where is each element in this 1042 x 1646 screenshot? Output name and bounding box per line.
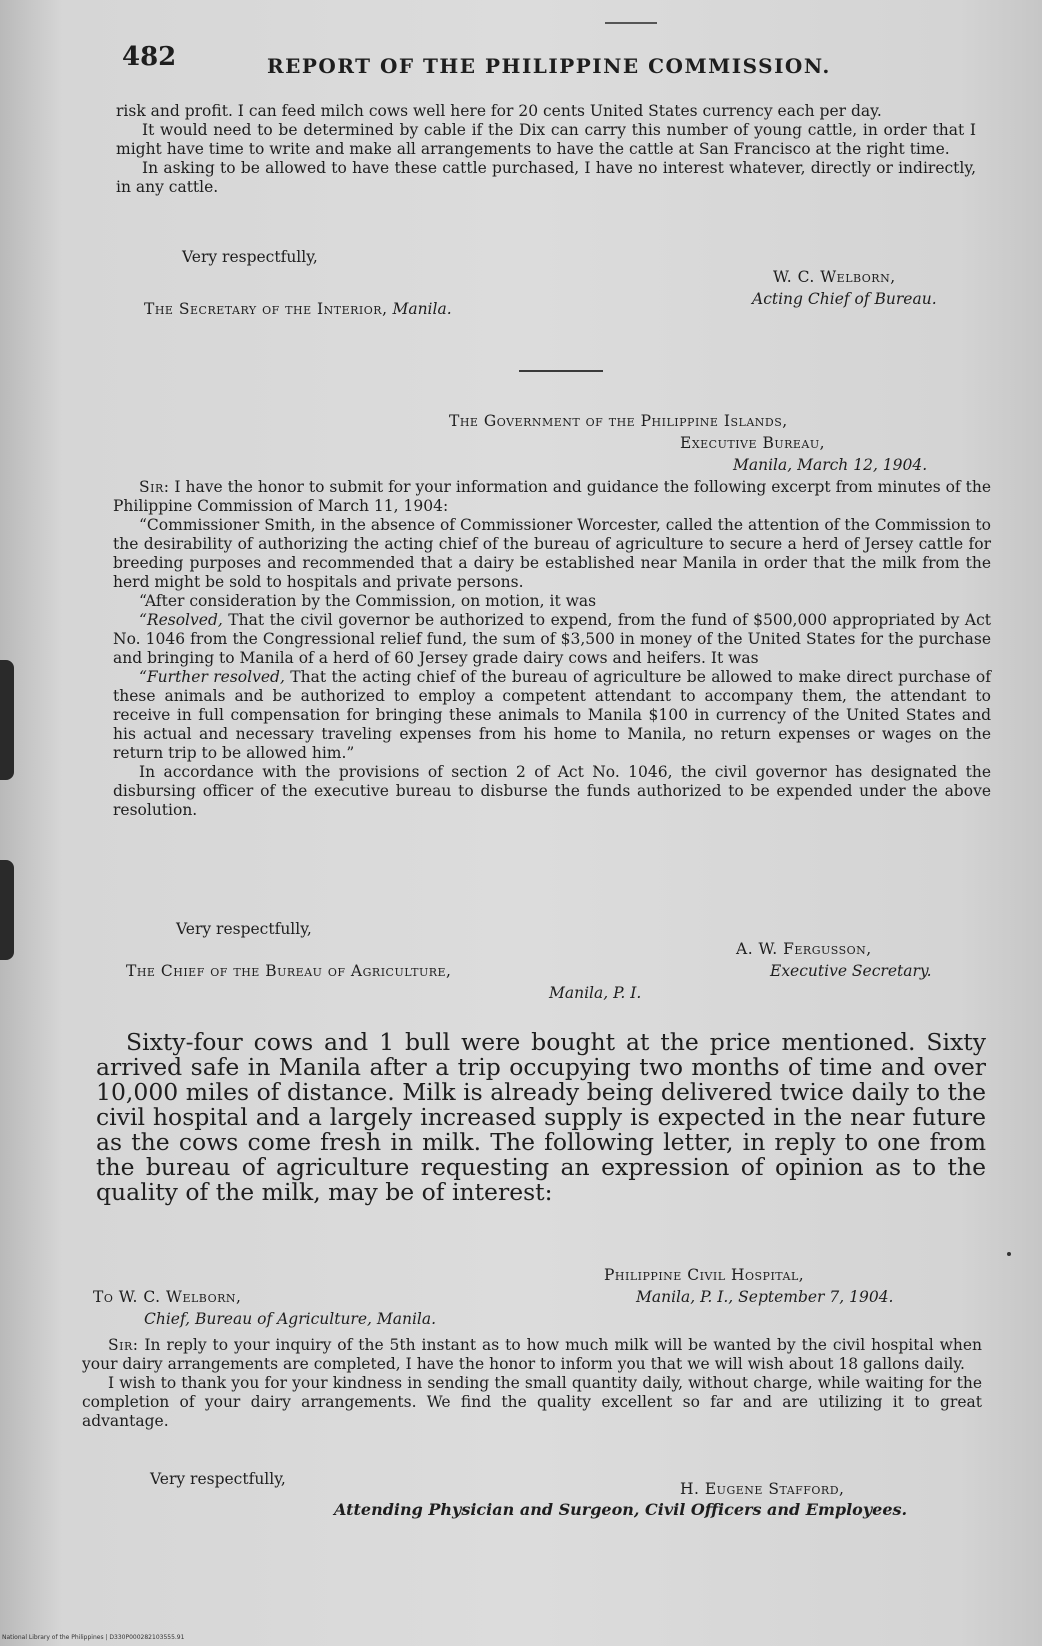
top-rule xyxy=(605,22,657,24)
letter3-to-title: Chief, Bureau of Agriculture, Manila. xyxy=(144,1310,437,1328)
letter3-signer-title: Attending Physician and Surgeon, Civil Officers and Employees. xyxy=(334,1500,908,1519)
letter3-to-name: To W. C. Welborn, xyxy=(93,1288,242,1306)
letter1-addressee: The Secretary of the Interior, xyxy=(144,300,388,318)
letter1-signer-title: Acting Chief of Bureau. xyxy=(752,290,937,308)
letter2-salutation: Sir: xyxy=(139,478,170,496)
page-edge-shadow xyxy=(0,660,14,780)
letter2-q4: That the acting chief of the bureau of agriculture be allowed to make direct purchase of these animals and be authorized to employ a competent attendant to accompany them, the attendant to receive in full compensation for bringing these animals to Manila $100 in currency of the United States and his actual and necessary traveling expenses from his home to Manila, no return expenses or wages on the return trip to be allowed him.” xyxy=(113,668,991,762)
letter1-p1: risk and profit. I can feed milch cows well here for 20 cents United States currency each per day. xyxy=(116,102,882,120)
letter3-closing: Very respectfully, xyxy=(150,1470,286,1488)
letter3-p2: I wish to thank you for your kindness in sending the small quantity daily, without charge, while waiting for the completion of your dairy arrangements. We find the quality excellent so far and are utilizing it to great advantage. xyxy=(82,1374,982,1430)
page-number: 482 xyxy=(122,42,177,72)
letter2-signer-title: Executive Secretary. xyxy=(770,962,932,980)
letter2-signer-name: A. W. Fergusson, xyxy=(736,940,872,958)
archive-footer: National Library of the Philippines | D330P000282103555.91 xyxy=(2,1634,185,1641)
running-head: REPORT OF THE PHILIPPINE COMMISSION. xyxy=(267,54,831,78)
letter1-signer-name: W. C. Welborn, xyxy=(773,268,896,286)
letter3-from-line1: Philippine Civil Hospital, xyxy=(604,1266,805,1284)
page-edge-shadow xyxy=(0,860,14,960)
letter2-q2: “After consideration by the Commission, on motion, it was xyxy=(139,592,597,610)
letter2-q3-lead: “Resolved, xyxy=(139,611,223,629)
letter1-p2: It would need to be determined by cable if the Dix can carry this number of young cattle, in order that I might have time to write and make all arrangements to have the cattle at San Francisco at the right time. xyxy=(116,121,976,158)
letter3-date: Manila, P. I., September 7, 1904. xyxy=(636,1288,894,1306)
letter1-body xyxy=(116,102,976,197)
letter2-addressee: The Chief of the Bureau of Agriculture, xyxy=(126,962,452,980)
page-header xyxy=(122,42,882,86)
letter3-body xyxy=(82,1336,982,1431)
letter2-addressee-place: Manila, P. I. xyxy=(549,984,642,1002)
ink-speck xyxy=(1007,1252,1011,1256)
letter2-body xyxy=(113,478,991,820)
letter2-final-paragraph: In accordance with the provisions of section 2 of Act No. 1046, the civil governor has designated the disbursing officer of the executive bureau to disburse the funds authorized to be expended under the above resolution. xyxy=(113,763,991,819)
letter3-p1: In reply to your inquiry of the 5th instant as to how much milk will be wanted by the civil hospital when your dairy arrangements are completed, I have the honor to inform you that we will wish about 18 gallons daily. xyxy=(82,1336,982,1373)
letter1-addressee-line xyxy=(144,300,452,318)
letter2-from-line1: The Government of the Philippine Islands, xyxy=(449,412,788,430)
letter2-date: Manila, March 12, 1904. xyxy=(733,456,928,474)
letter3-salutation: Sir: xyxy=(108,1336,139,1354)
letter2-from-line2: Executive Bureau, xyxy=(680,434,826,452)
letter2-closing: Very respectfully, xyxy=(176,920,312,938)
section-divider xyxy=(519,370,603,372)
letter3-signer-name: H. Eugene Stafford, xyxy=(680,1480,845,1498)
letter1-addressee-place: Manila. xyxy=(392,300,452,318)
letter2-q4-lead: “Further resolved, xyxy=(139,668,285,686)
narrative-text: Sixty-four cows and 1 bull were bought at the price mentioned. Sixty arrived safe in Manila after a trip occupying two months of time and over 10,000 miles of distance. Milk is already being delivered twice daily to the civil hospital and a largely increased supply is expected in the near future as the cows come fresh in milk. The following letter, in reply to one from the bureau of agriculture requesting an expression of opinion as to the quality of the milk, may be of interest: xyxy=(96,1028,986,1206)
letter2-q3: That the civil governor be authorized to expend, from the fund of $500,000 appropriated by Act No. 1046 from the Congressional relief fund, the sum of $3,500 in money of the United States for the purchase and bringing to Manila of a herd of 60 Jersey grade dairy cows and heifers. It was xyxy=(113,611,991,667)
narrative-paragraph xyxy=(96,1030,986,1205)
letter2-intro: I have the honor to submit for your information and guidance the following excerpt from minutes of the Philippine Commission of March 11, 1904: xyxy=(113,478,991,515)
letter1-p3: In asking to be allowed to have these cattle purchased, I have no interest whatever, directly or indirectly, in any cattle. xyxy=(116,159,976,196)
letter2-q1: “Commissioner Smith, in the absence of Commissioner Worcester, called the attention of the Commission to the desirability of authorizing the acting chief of the bureau of agriculture to secure a herd of Jersey cattle for breeding purposes and recommended that a dairy be established near Manila in order that the milk from the herd might be sold to hospitals and private persons. xyxy=(113,516,991,591)
letter1-closing: Very respectfully, xyxy=(182,248,318,266)
